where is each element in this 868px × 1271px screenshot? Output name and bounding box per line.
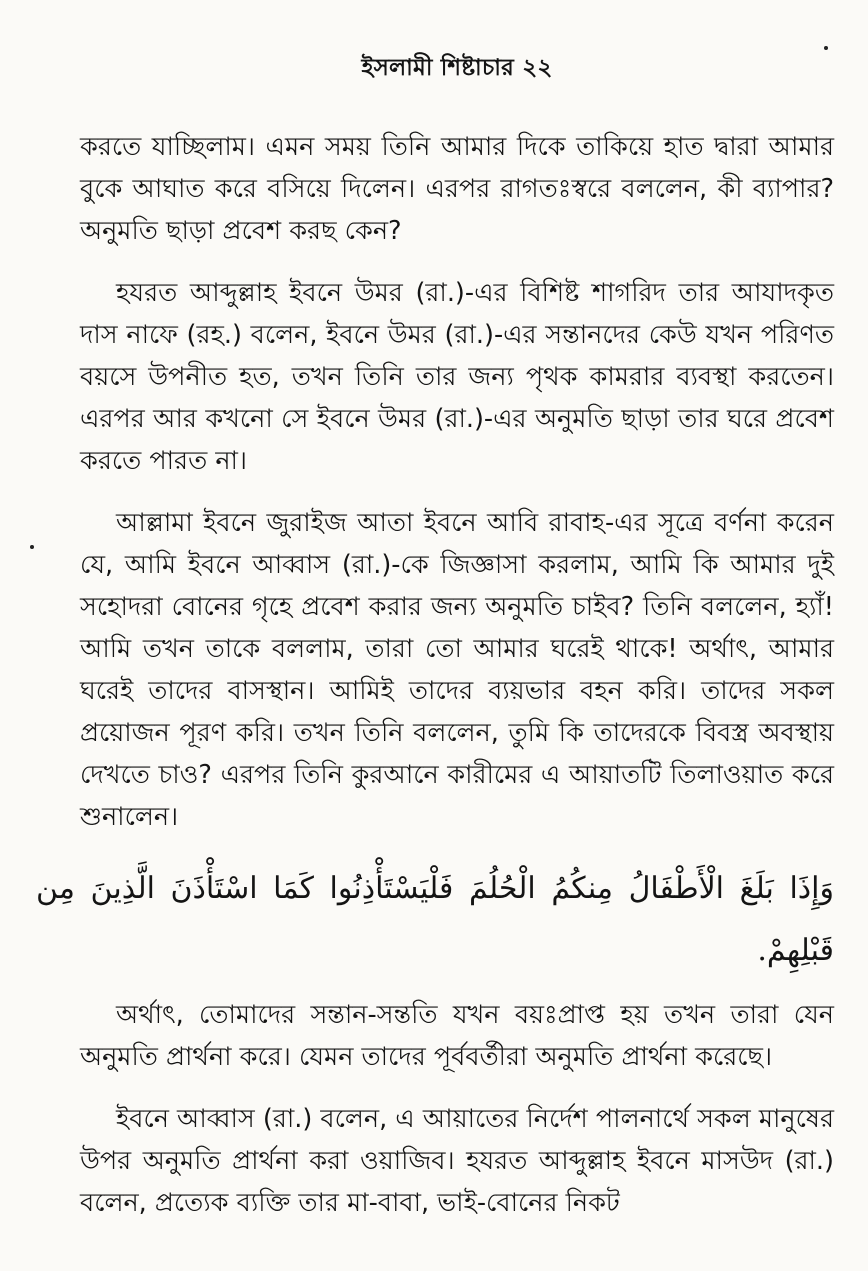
page-header: ইসলামী শিষ্টাচার ২২ xyxy=(361,55,553,81)
margin-speck xyxy=(824,46,828,50)
arabic-verse: وَإِذَا بَلَغَ الْأَطْفَالُ مِنكُمُ الْحُلُمَ فَلْيَسْتَأْذِنُوا كَمَا اسْتَأْذَنَ الَّذِينَ مِن قَبْلِهِمْ. xyxy=(36,871,834,968)
paragraph-2: হযরত আব্দুল্লাহ ইবনে উমর (রা.)-এর বিশিষ্ট শাগরিদ তার আযাদকৃত দাস নাফে (রহ.) বলেন, ইবনে উমর (রা.)-এর সন্তানদের কেউ যখন পরিণত বয়সে উপনীত হত, তখন তিনি তার জন্য পৃথক কামরার ব্যবস্থা করতেন। এরপর আর কখনো সে ইবনে উমর (রা.)-এর অনুমতি ছাড়া তার ঘরে প্রবেশ করতে পারত না। xyxy=(80,278,834,476)
paragraph-3: আল্লামা ইবনে জুরাইজ আতা ইবনে আবি রাবাহ-এর সূত্রে বর্ণনা করেন যে, আমি ইবনে আব্বাস (রা.)-কে জিজ্ঞাসা করলাম, আমি কি আমার দুই সহোদরা বোনের গৃহে প্রবেশ করার জন্য অনুমতি চাইব? তিনি বললেন, হ্যাঁ! আমি তখন তাকে বললাম, তারা তো আমার ঘরেই থাকে! অর্থাৎ, আমার ঘরেই তাদের বাসস্থান। আমিই তাদের ব্যয়ভার বহন করি। তাদের সকল প্রয়োজন পূরণ করি। তখন তিনি বললেন, তুমি কি তাদেরকে বিবস্ত্র অবস্থায় দেখতে চাও? এরপর তিনি কুরআনে কারীমের এ আয়াতটি তিলাওয়াত করে শুনালেন। xyxy=(80,508,834,832)
paragraph-5: ইবনে আব্বাস (রা.) বলেন, এ আয়াতের নির্দেশ পালনার্থে সকল মানুষের উপর অনুমতি প্রার্থনা করা ওয়াজিব। হযরত আব্দুল্লাহ ইবনে মাসউদ (রা.) বলেন, প্রত্যেক ব্যক্তি তার মা-বাবা, ভাই-বোনের নিকট xyxy=(80,1104,834,1218)
paragraph-4: অর্থাৎ, তোমাদের সন্তান-সন্ততি যখন বয়ঃপ্রাপ্ত হয় তখন তারা যেন অনুমতি প্রার্থনা করে। যেমন তাদের পূর্ববর্তীরা অনুমতি প্রার্থনা করেছে। xyxy=(80,1000,834,1072)
paragraph-1: করতে যাচ্ছিলাম। এমন সময় তিনি আমার দিকে তাকিয়ে হাত দ্বারা আমার বুকে আঘাত করে বসিয়ে দিলেন। এরপর রাগতঃস্বরে বললেন, কী ব্যাপার? অনুমতি ছাড়া প্রবেশ করছ কেন? xyxy=(80,132,834,246)
margin-speck xyxy=(30,545,34,549)
